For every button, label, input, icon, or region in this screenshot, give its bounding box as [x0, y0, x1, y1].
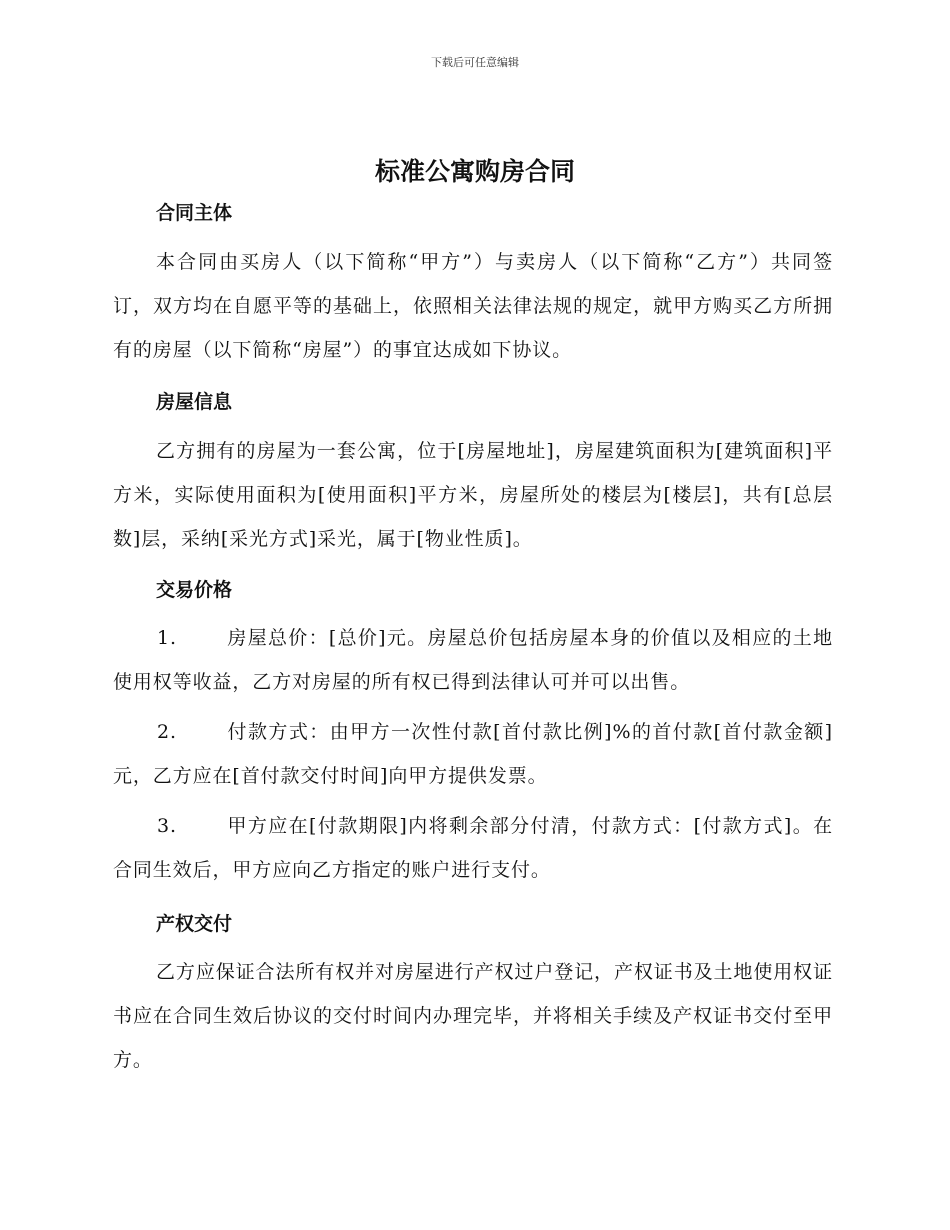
list-item: [113, 710, 833, 798]
list-item-number: 1.: [157, 627, 177, 649]
document-title: 标准公寓购房合同: [374, 157, 575, 186]
section-heading-property-info: 房屋信息: [156, 391, 233, 413]
list-item-number: 3.: [157, 815, 177, 837]
header-note: 下载后可任意编辑: [431, 56, 519, 69]
list-item: [113, 804, 833, 892]
list-item-number: 2.: [157, 721, 177, 743]
list-item-text: 甲方应在[付款期限]内将剩余部分付清，付款方式：[付款方式]。在合同生效后，甲方应向乙方指定的账户进行支付。: [113, 815, 833, 881]
section-heading-title-transfer: 产权交付: [156, 913, 233, 935]
paragraph-property-info: 乙方拥有的房屋为一套公寓，位于[房屋地址]，房屋建筑面积为[建筑面积]平方米，实际使用面积为[使用面积]平方米，房屋所处的楼层为[楼层]，共有[总层数]层，采纳[采光方式]采光，属于[物业性质]。: [113, 440, 833, 550]
section-heading-transaction-price: 交易价格: [156, 579, 233, 601]
paragraph-title-transfer: 乙方应保证合法所有权并对房屋进行产权过户登记，产权证书及土地使用权证书应在合同生效后协议的交付时间内办理完毕，并将相关手续及产权证书交付至甲方。: [113, 961, 833, 1071]
list-item-text: 房屋总价：[总价]元。房屋总价包括房屋本身的价值以及相应的土地使用权等收益，乙方对房屋的所有权已得到法律认可并可以出售。: [113, 627, 833, 693]
paragraph-contract-parties: 本合同由买房人（以下简称“甲方”）与卖房人（以下简称“乙方”）共同签订，双方均在自愿平等的基础上，依照相关法律法规的规定，就甲方购买乙方所拥有的房屋（以下简称“房屋”）的事宜达成如下协议。: [113, 251, 833, 361]
list-item: [113, 616, 833, 704]
list-item-text: 付款方式：由甲方一次性付款[首付款比例]%的首付款[首付款金额]元，乙方应在[首付款交付时间]向甲方提供发票。: [113, 721, 833, 787]
section-heading-contract-parties: 合同主体: [156, 202, 233, 224]
